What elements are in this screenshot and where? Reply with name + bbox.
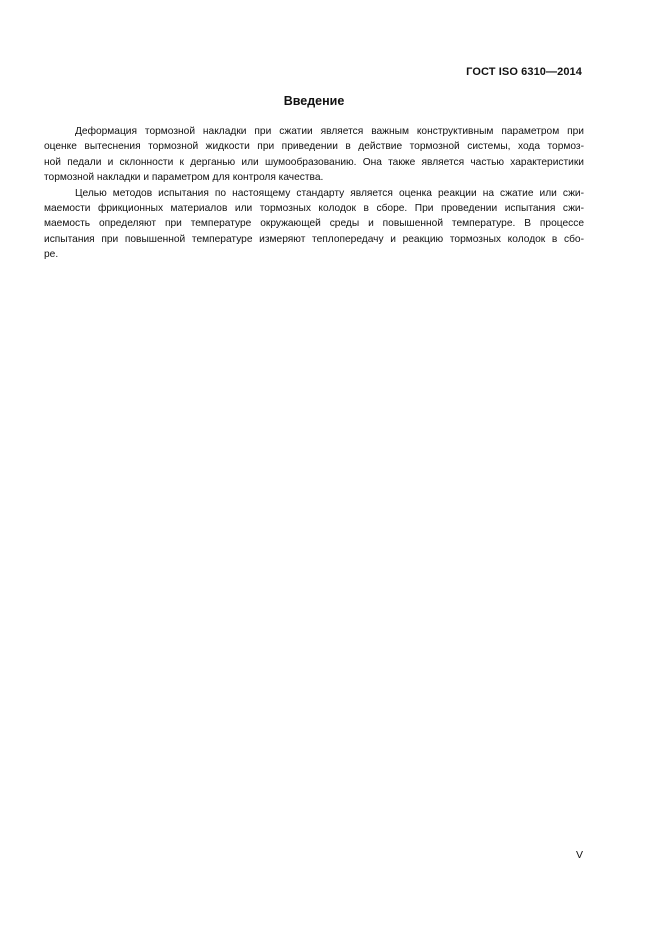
text-line: Деформация тормозной накладки при сжатии является важным конструктивным параметром при <box>75 126 584 137</box>
text-line: Целью методов испытания по настоящему стандарту является оценка реакции на сжатие или сжи- <box>75 187 584 199</box>
introduction-body <box>44 124 584 263</box>
text-line: ной педали и склонности к дерганью или шумообразованию. Она также является частью характеристики <box>44 156 584 168</box>
section-title: Введение <box>283 94 345 108</box>
text-line: маемость определяют при температуре окружающей среды и повышенной температуре. В процессе <box>44 218 584 230</box>
paragraph-2 <box>44 186 584 263</box>
text-line: маемости фрикционных материалов или тормозных колодок в сборе. При проведении испытания сжи- <box>44 202 584 214</box>
page-number: V <box>576 849 584 861</box>
text-line: тормозной накладки и параметром для контроля качества. <box>44 172 324 184</box>
text-line: испытания при повышенной температуре измеряют теплопередачу и реакцию тормозных колодок в сбо- <box>44 233 584 245</box>
document-code: ГОСТ ISO 6310—2014 <box>466 66 582 78</box>
paragraph-1 <box>44 124 584 186</box>
text-line: ре. <box>44 249 59 261</box>
text-line: оценке вытеснения тормозной жидкости при приведении в действие тормозной системы, хода тормоз- <box>44 141 584 153</box>
